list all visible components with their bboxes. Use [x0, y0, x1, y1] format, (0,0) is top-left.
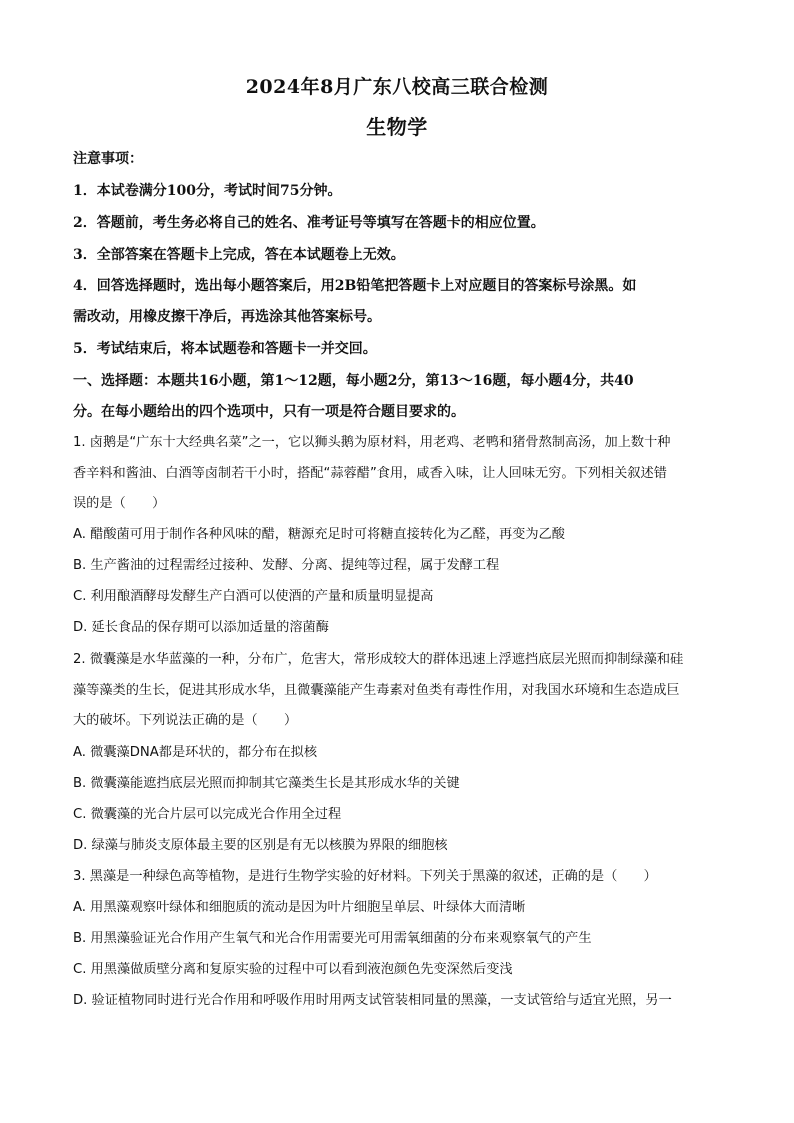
question-1-option-a: A. 醋酸菌可用于制作各种风味的醋，糖源充足时可将糖直接转化为乙醛，再变为乙酸 [73, 527, 565, 542]
question-3-option-a: A. 用黑藻观察叶绿体和细胞质的流动是因为叶片细胞呈单层、叶绿体大而清晰 [73, 900, 526, 915]
question-3-option-b: B. 用黑藻验证光合作用产生氧气和光合作用需要光可用需氧细菌的分布来观察氧气的产生 [73, 931, 592, 946]
question-3-stem: 3. 黑藻是一种绿色高等植物，是进行生物学实验的好材料。下列关于黑藻的叙述，正确的是（ ） [73, 869, 657, 884]
question-1-option-c: C. 利用酿酒酵母发酵生产白酒可以使酒的产量和质量明显提高 [73, 589, 434, 604]
question-2-option-b: B. 微囊藻能遮挡底层光照而抑制其它藻类生长是其形成水华的关键 [73, 776, 460, 791]
note-item: 2．答题前，考生务必将自己的姓名、准考证号等填写在答题卡的相应位置。 [73, 215, 545, 231]
question-1-stem: 1. 卤鹅是“广东十大经典名菜”之一，它以狮头鹅为原材料，用老鸡、老鸭和猪骨熬制高汤，加上数十种 [73, 435, 671, 450]
question-3-option-c: C. 用黑藻做质壁分离和复原实验的过程中可以看到液泡颜色先变深然后变浅 [73, 962, 513, 977]
note-item: 4．回答选择题时，选出每小题答案后，用2B铅笔把答题卡上对应题目的答案标号涂黑。如 [73, 278, 637, 294]
question-1-option-d: D. 延长食品的保存期可以添加适量的溶菌酶 [73, 620, 329, 635]
note-item: 1．本试卷满分100分，考试时间75分钟。 [73, 183, 342, 199]
section-heading-cont: 分。在每小题给出的四个选项中，只有一项是符合题目要求的。 [73, 404, 465, 420]
question-2-option-c: C. 微囊藻的光合片层可以完成光合作用全过程 [73, 807, 342, 822]
note-item: 3．全部答案在答题卡上完成，答在本试题卷上无效。 [73, 247, 405, 263]
question-2-stem: 大的破坏。下列说法正确的是（ ） [73, 713, 298, 728]
question-2-option-d: D. 绿藻与肺炎支原体最主要的区别是有无以核膜为界限的细胞核 [73, 838, 448, 853]
notes-heading: 注意事项： [73, 151, 143, 167]
question-2-option-a: A. 微囊藻DNA都是环状的，都分布在拟核 [73, 745, 318, 760]
exam-subject: 生物学 [366, 115, 428, 139]
question-2-stem: 2. 微囊藻是水华蓝藻的一种，分布广，危害大，常形成较大的群体迅速上浮遮挡底层光照而抑制绿藻和硅 [73, 652, 684, 667]
question-1-stem: 香辛料和酱油、白酒等卤制若干小时，搭配“蒜蓉醋”食用，咸香入味，让人回味无穷。下列相关叙述错 [73, 466, 667, 481]
question-3-option-d: D. 验证植物同时进行光合作用和呼吸作用时用两支试管装相同量的黑藻，一支试管给与适宜光照，另一 [73, 993, 672, 1008]
note-item: 需改动，用橡皮擦干净后，再选涂其他答案标号。 [73, 309, 381, 325]
note-item: 5．考试结束后，将本试题卷和答题卡一并交回。 [73, 341, 377, 357]
question-2-stem: 藻等藻类的生长，促进其形成水华，且微囊藻能产生毒素对鱼类有毒性作用，对我国水环境和生态造成巨 [73, 683, 680, 698]
question-1-option-b: B. 生产酱油的过程需经过接种、发酵、分离、提纯等过程，属于发酵工程 [73, 558, 500, 573]
section-heading: 一、选择题：本题共16小题，第1～12题，每小题2分，第13～16题，每小题4分，共40 [73, 373, 634, 389]
exam-title: 2024年8月广东八校高三联合检测 [245, 76, 549, 98]
question-1-stem: 误的是（ ） [73, 496, 166, 511]
